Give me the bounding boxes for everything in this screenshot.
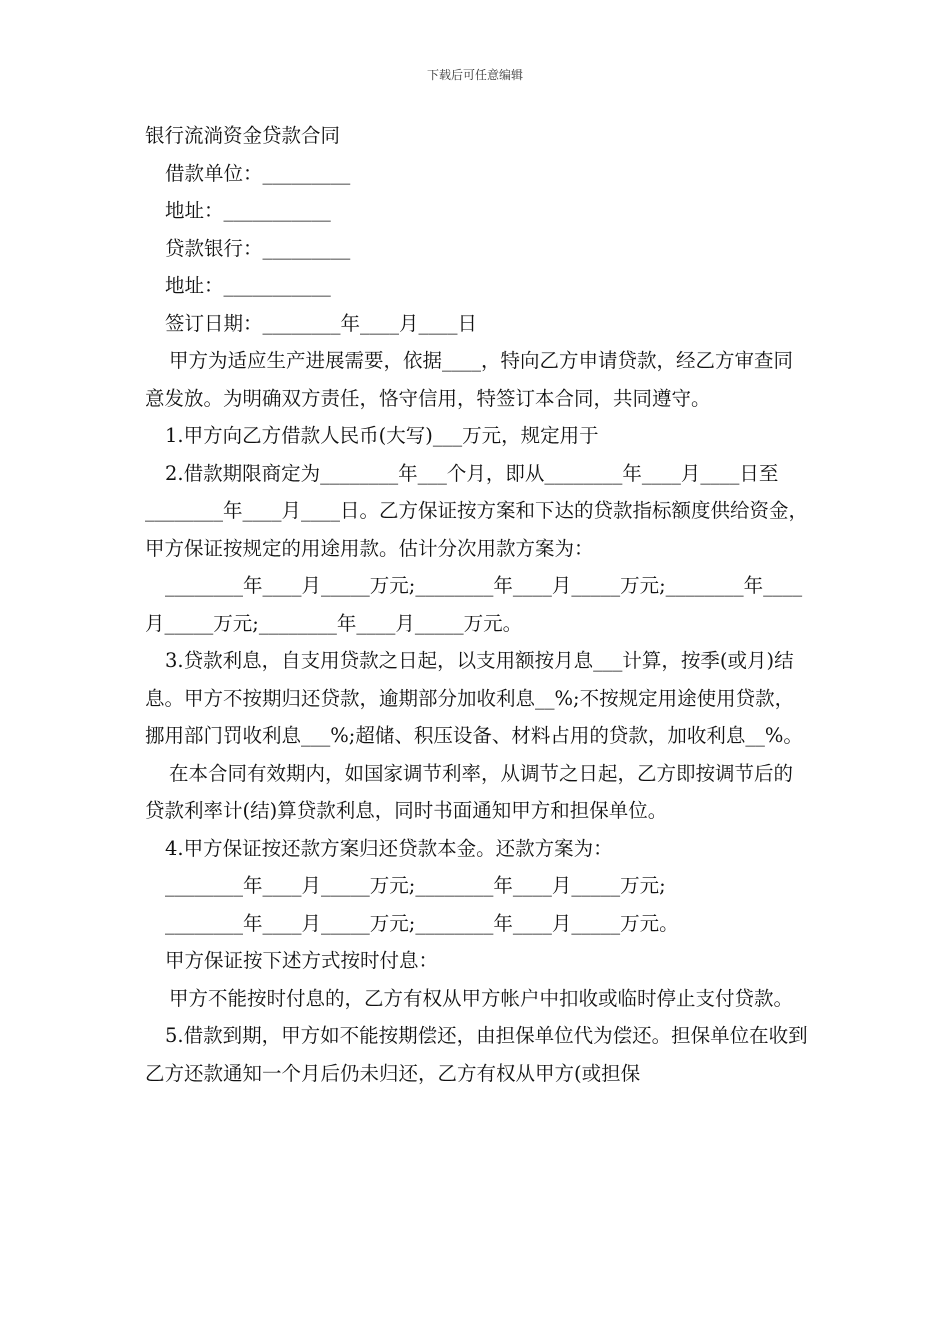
field-borrower-address: 地址：___________	[165, 199, 331, 222]
field-lending-bank: 贷款银行：_________	[165, 236, 351, 260]
clause-2-plan: ________年____月_____万元;________年____月_____万元;________年____月_____万元;________年____月_____万元。	[145, 574, 803, 635]
preamble-paragraph: 甲方为适应生产进展需要，依据____，特向乙方申请贷款，经乙方审查同意发放。为明确双方责任，恪守信用，特签订本合同，共同遵守。	[145, 349, 794, 410]
clause-4-plan-line-2: ________年____月_____万元;________年____月_____万元。	[165, 911, 679, 935]
document-title: 银行流淌资金贷款合同	[145, 124, 341, 147]
clause-4: 4.甲方保证按还款方案归还贷款本金。还款方案为：	[165, 836, 613, 860]
field-sign-date: 签订日期：________年____月____日	[165, 311, 478, 335]
rate-adjust-paragraph: 在本合同有效期内，如国家调节利率，从调节之日起，乙方即按调节后的贷款利率计(结)算贷款利息，同时书面通知甲方和担保单位。	[145, 761, 794, 822]
header-note: 下载后可任意编辑	[426, 68, 523, 82]
document-body	[145, 117, 810, 1092]
clause-1: 1.甲方向乙方借款人民币(大写)___万元，规定用于	[165, 424, 599, 447]
clause-4-plan-line-1: ________年____月_____万元;________年____月_____万元;	[165, 874, 666, 897]
clause-5: 5.借款到期，甲方如不能按期偿还，由担保单位代为偿还。担保单位在收到乙方还款通知一个月后仍未归还，乙方有权从甲方(或担保	[145, 1024, 808, 1085]
clause-3: 3.贷款利息，自支用贷款之日起，以支用额按月息___计算，按季(或月)结息。甲方不按期归还贷款，逾期部分加收利息__%;不按规定用途使用贷款，挪用部门罚收利息___%;超储、积压设备、材料占用的贷款，加收利息__%。	[145, 649, 803, 747]
field-borrower: 借款单位：_________	[165, 161, 351, 185]
interest-method-paragraph: 甲方保证按下述方式按时付息：	[165, 949, 439, 972]
interest-default-paragraph: 甲方不能按时付息的，乙方有权从甲方帐户中扣收或临时停止支付贷款。	[169, 986, 794, 1010]
field-bank-address: 地址：___________	[165, 274, 331, 297]
clause-2: 2.借款期限商定为________年___个月，即从________年____月____日至________年____月____日。乙方保证按方案和下达的贷款指标额度供给资金，甲方保证按规定的用途用款。估计分次用款方案为：	[145, 461, 809, 560]
